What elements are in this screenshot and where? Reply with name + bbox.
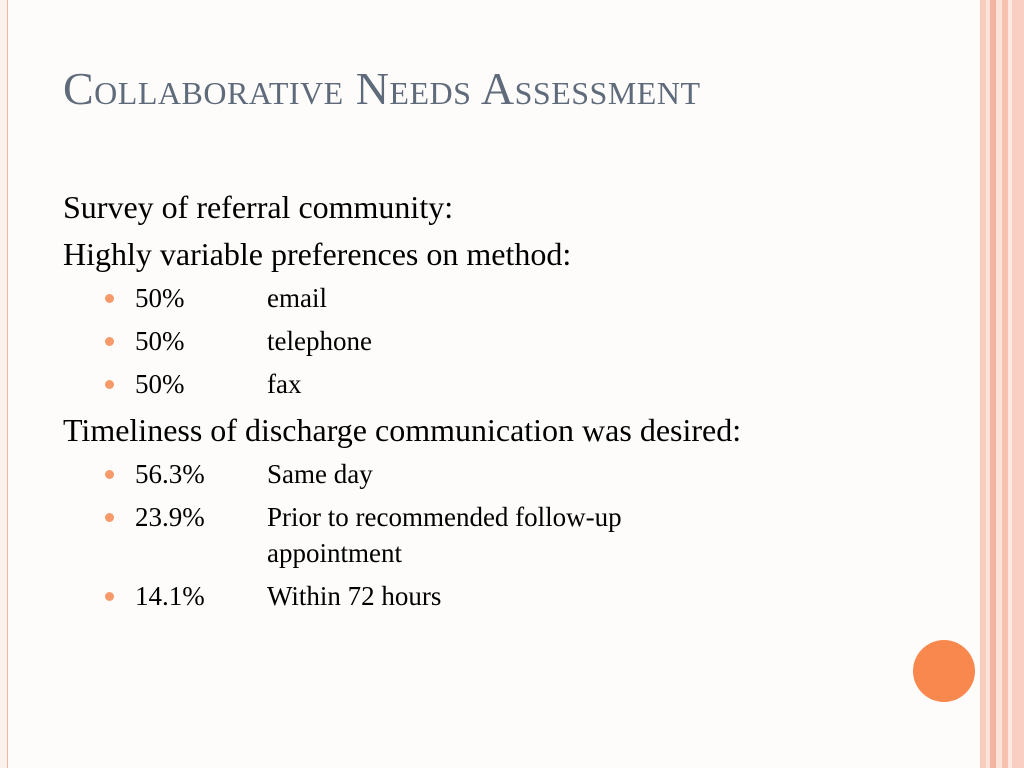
decorative-circle bbox=[913, 640, 975, 702]
timeliness-percent: 23.9% bbox=[135, 502, 205, 532]
slide-body bbox=[63, 186, 943, 621]
decorative-stripe bbox=[1012, 0, 1024, 768]
timeliness-label: Within 72 hours bbox=[267, 581, 442, 611]
timeliness-percent: 14.1% bbox=[135, 581, 205, 611]
list-item bbox=[63, 578, 943, 614]
method-percent: 50% bbox=[135, 283, 185, 313]
timeliness-list bbox=[63, 456, 943, 614]
bullet-icon bbox=[105, 470, 114, 479]
method-percent: 50% bbox=[135, 369, 185, 399]
slide-title: Collaborative Needs Assessment bbox=[63, 63, 701, 114]
bullet-icon bbox=[105, 592, 114, 601]
list-item bbox=[63, 366, 943, 402]
method-heading: Highly variable preferences on method: bbox=[63, 236, 572, 272]
left-border bbox=[0, 0, 8, 768]
timeliness-label: Same day bbox=[267, 459, 373, 489]
list-item bbox=[63, 323, 943, 359]
list-item bbox=[63, 456, 943, 492]
timeliness-percent: 56.3% bbox=[135, 459, 205, 489]
method-label: telephone bbox=[267, 326, 372, 356]
method-label: fax bbox=[267, 369, 302, 399]
bullet-icon bbox=[105, 337, 114, 346]
method-percent: 50% bbox=[135, 326, 185, 356]
method-label: email bbox=[267, 283, 327, 313]
method-list bbox=[63, 280, 943, 402]
timeliness-label: Prior to recommended follow-up appointment bbox=[267, 502, 622, 568]
list-item bbox=[63, 280, 943, 316]
survey-heading: Survey of referral community: bbox=[63, 189, 454, 225]
bullet-icon bbox=[105, 294, 114, 303]
bullet-icon bbox=[105, 513, 114, 522]
timeliness-heading: Timeliness of discharge communication was desired: bbox=[63, 412, 742, 448]
bullet-icon bbox=[105, 380, 114, 389]
list-item bbox=[63, 499, 943, 571]
